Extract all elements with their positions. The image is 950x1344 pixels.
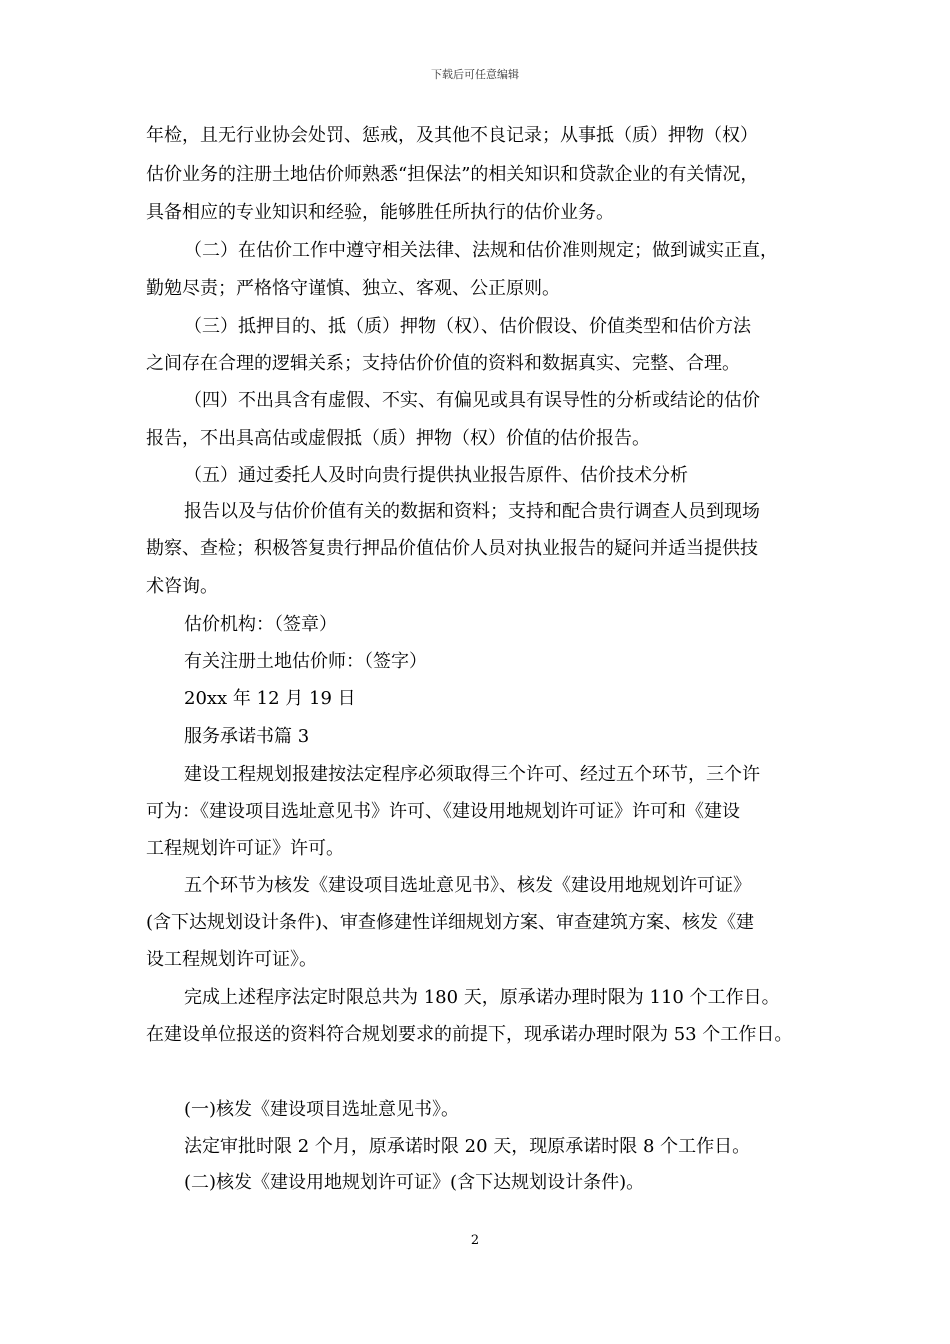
body-line: 法定审批时限 2 个月，原承诺时限 20 天，现原承诺时限 8 个工作日。: [184, 1136, 751, 1157]
list-item: (二)核发《建设用地规划许可证》(含下达规划设计条件)。: [184, 1172, 645, 1193]
body-line: （五）通过委托人及时向贵行提供执业报告原件、估价技术分析: [184, 465, 688, 486]
body-line: 年检，且无行业协会处罚、惩戒，及其他不良记录；从事抵（质）押物（权）: [146, 125, 758, 146]
body-line: 设工程规划许可证》。: [146, 949, 317, 970]
body-line: （二）在估价工作中遵守相关法律、法规和估价准则规定；做到诚实正直，: [184, 240, 778, 261]
body-line: （四）不出具含有虚假、不实、有偏见或具有误导性的分析或结论的估价: [184, 390, 760, 411]
body-line: 报告，不出具高估或虚假抵（质）押物（权）价值的估价报告。: [146, 428, 650, 449]
body-line: 完成上述程序法定时限总共为 180 天，原承诺办理时限为 110 个工作日。: [184, 987, 780, 1008]
body-line: 可为：《建设项目选址意见书》许可、《建设用地规划许可证》许可和《建设: [146, 801, 740, 822]
body-line: 报告以及与估价价值有关的数据和资料；支持和配合贵行调查人员到现场: [184, 501, 760, 522]
page-number: 2: [470, 1233, 480, 1248]
section-title: 服务承诺书篇 3: [184, 726, 310, 747]
page-header: 下载后可任意编辑: [431, 68, 519, 81]
date-line: 20xx 年 12 月 19 日: [184, 688, 356, 709]
body-line: 五个环节为核发《建设项目选址意见书》、核发《建设用地规划许可证》: [184, 875, 751, 896]
signature-org-line: 估价机构：（签章）: [184, 614, 337, 635]
body-line: 建设工程规划报建按法定程序必须取得三个许可、经过五个环节，三个许: [184, 764, 760, 785]
body-line: 具备相应的专业知识和经验，能够胜任所执行的估价业务。: [146, 202, 614, 223]
body-line: 勤勉尽责；严格恪守谨慎、独立、客观、公正原则。: [146, 278, 560, 299]
list-item: (一)核发《建设项目选址意见书》。: [184, 1099, 460, 1120]
body-line: 之间存在合理的逻辑关系；支持估价价值的资料和数据真实、完整、合理。: [146, 353, 740, 374]
body-line: 术咨询。: [146, 576, 218, 597]
body-line: 工程规划许可证》许可。: [146, 838, 344, 859]
body-line: 在建设单位报送的资料符合规划要求的前提下，现承诺办理时限为 53 个工作日。: [146, 1024, 793, 1045]
body-line: （三）抵押目的、抵（质）押物（权）、估价假设、价值类型和估价方法: [184, 316, 751, 337]
signature-appraiser-line: 有关注册土地估价师：（签字）: [184, 651, 427, 672]
body-line: 勘察、查检；积极答复贵行押品价值估价人员对执业报告的疑问并适当提供技: [146, 538, 758, 559]
body-line: 估价业务的注册土地估价师熟悉“担保法”的相关知识和贷款企业的有关情况，: [146, 164, 759, 185]
body-line: (含下达规划设计条件)、审查修建性详细规划方案、审查建筑方案、核发《建: [146, 912, 755, 933]
